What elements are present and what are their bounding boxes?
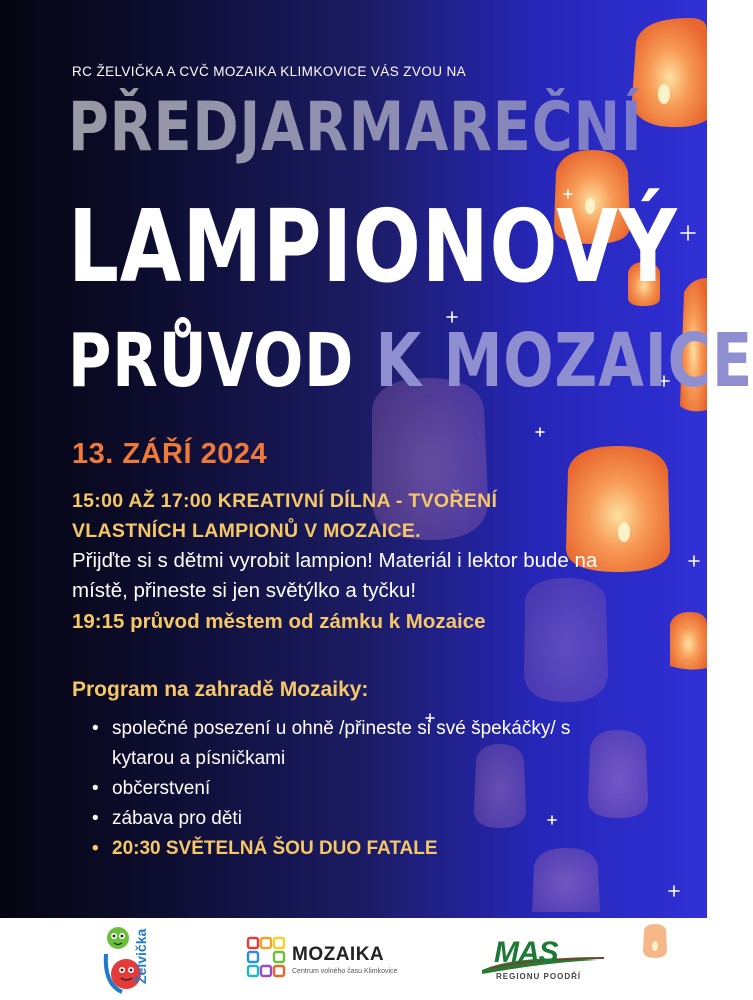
mozaika-logo-text: MOZAIKA [292,944,385,965]
program-heading: Program na zahradě Mozaiky: [72,678,369,701]
bullet-icon: • [92,808,99,829]
mozaika-logo-subtitle: Centrum volného času Klimkovice [292,968,398,975]
mozaika-logo [246,936,446,986]
turtle-icon [102,924,172,996]
footer-logos [0,918,707,1000]
bullet-icon: • [92,778,99,799]
invitation-line: RC ŽELVIČKA A CVČ MOZAIKA KLIMKOVICE VÁS ZVOU NA [72,64,467,79]
title-line-3-second: K MOZAICE [375,318,753,404]
mas-logo [480,936,610,994]
event-date: 13. ZÁŘÍ 2024 [72,438,268,470]
title-line-2: LAMPIONOVÝ [68,188,678,305]
bullet-icon: • [92,838,99,859]
mas-logo-text: MAS [494,936,558,969]
workshop-info: 15:00 AŽ 17:00 KREATIVNÍ DÍLNA - TVOŘENÍ VLASTNÍCH LAMPIONŮ V MOZAICE. [72,490,498,542]
bullet-icon: • [92,718,99,739]
program-item: • zábava pro děti [92,804,592,834]
svg-text:Želvička: Želvička [133,928,149,984]
title-line-3-first: PRŮVOD [68,318,355,404]
lantern-corner-decoration [640,922,670,962]
title-line-1: PŘEDJARMAREČNÍ [68,88,643,167]
lantern-icon [640,922,670,962]
workshop-description: Přijďte si s dětmi vyrobit lampion! Materiál i lektor bude na místě, přineste si jen světýlko a tyčku! [72,549,598,602]
program-list [92,714,592,864]
zelvicka-logo [102,924,172,996]
program-item-highlight: • 20:30 SVĚTELNÁ ŠOU DUO FATALE [92,834,592,864]
program-item: • společné posezení u ohně /přineste si své špekáčky/ s kytarou a písničkami [92,714,592,774]
parade-info: 19:15 průvod městem od zámku k Mozaice [72,610,486,633]
mosaic-icon [246,936,286,980]
mas-logo-subtitle: REGIONU POODŘÍ [496,972,582,981]
program-item: • občerstvení [92,774,592,804]
title-line-3 [68,318,753,404]
